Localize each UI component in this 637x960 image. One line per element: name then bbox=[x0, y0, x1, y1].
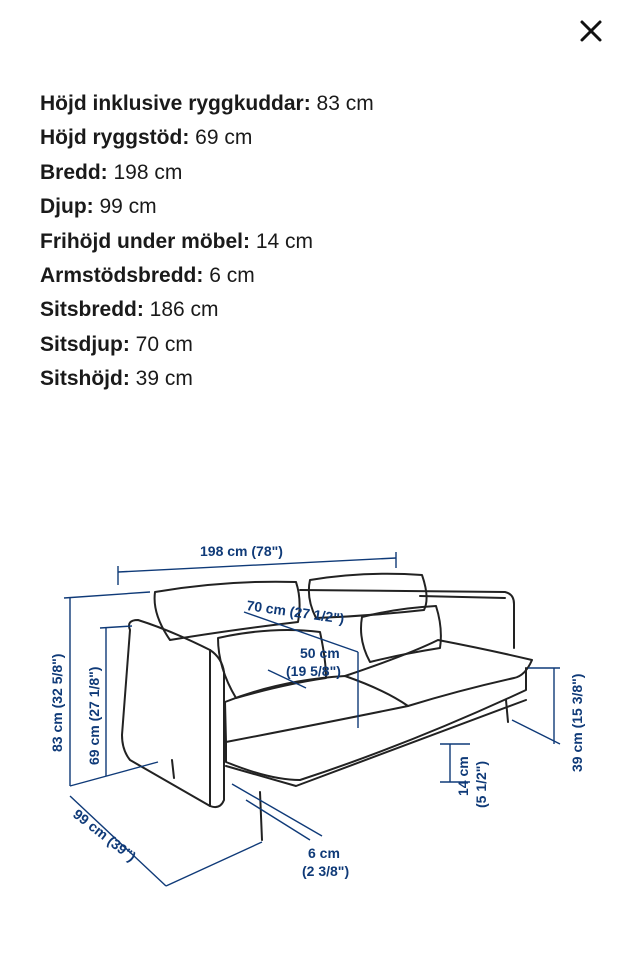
spec-label: Djup: bbox=[40, 195, 94, 219]
spec-label: Höjd ryggstöd: bbox=[40, 126, 190, 150]
spec-row-width bbox=[40, 157, 374, 191]
dim-armrest-inch-label: (2 3/8") bbox=[302, 863, 350, 879]
dim-total-height-label: 83 cm (32 5/8") bbox=[49, 653, 65, 752]
spec-row-clearance bbox=[40, 226, 374, 260]
dimension-spec-list bbox=[40, 88, 374, 398]
spec-label: Frihöjd under möbel: bbox=[40, 229, 250, 253]
spec-value: 99 cm bbox=[93, 195, 157, 219]
sofa-illustration bbox=[0, 520, 637, 940]
spec-value: 186 cm bbox=[143, 298, 219, 322]
spec-value: 6 cm bbox=[203, 263, 255, 287]
dim-clearance-label: 14 cm bbox=[455, 756, 471, 796]
dim-seat-width-label: 50 cm bbox=[300, 645, 340, 661]
dim-seat-height-label: 39 cm (15 3/8") bbox=[569, 673, 585, 772]
dim-seat-depth-label: 70 cm (27 1/2") bbox=[245, 597, 346, 627]
spec-value: 198 cm bbox=[107, 160, 183, 184]
spec-row-seat-width bbox=[40, 294, 374, 328]
dim-depth-label: 99 cm (39") bbox=[70, 805, 140, 865]
spec-label: Sitsbredd: bbox=[40, 298, 144, 322]
dim-back-height-label: 69 cm (27 1/8") bbox=[86, 666, 102, 765]
spec-label: Armstödsbredd: bbox=[40, 263, 204, 287]
spec-row-total-height bbox=[40, 88, 374, 122]
spec-value: 14 cm bbox=[250, 229, 314, 253]
spec-value: 83 cm bbox=[310, 92, 374, 115]
spec-value: 69 cm bbox=[189, 126, 253, 150]
sofa-dimension-diagram bbox=[0, 520, 637, 940]
spec-label: Bredd: bbox=[40, 160, 108, 184]
spec-label: Sitsdjup: bbox=[40, 332, 130, 356]
spec-row-seat-height bbox=[40, 363, 374, 397]
close-button[interactable] bbox=[574, 14, 610, 50]
spec-value: 70 cm bbox=[129, 332, 193, 356]
spec-row-back-height bbox=[40, 122, 374, 156]
spec-row-depth bbox=[40, 191, 374, 225]
dim-width-label: 198 cm (78") bbox=[200, 543, 283, 559]
close-icon bbox=[574, 14, 610, 50]
dim-seat-width-inch-label: (19 5/8") bbox=[286, 663, 341, 679]
spec-value: 39 cm bbox=[129, 367, 193, 391]
dim-clearance-inch-label: (5 1/2") bbox=[473, 760, 489, 808]
spec-row-armrest-width bbox=[40, 260, 374, 294]
spec-row-seat-depth bbox=[40, 329, 374, 363]
spec-label: Sitshöjd: bbox=[40, 367, 130, 391]
dimension-lines bbox=[64, 552, 560, 886]
spec-label: Höjd inklusive ryggkuddar: bbox=[40, 92, 311, 115]
dim-armrest-label: 6 cm bbox=[308, 845, 340, 861]
